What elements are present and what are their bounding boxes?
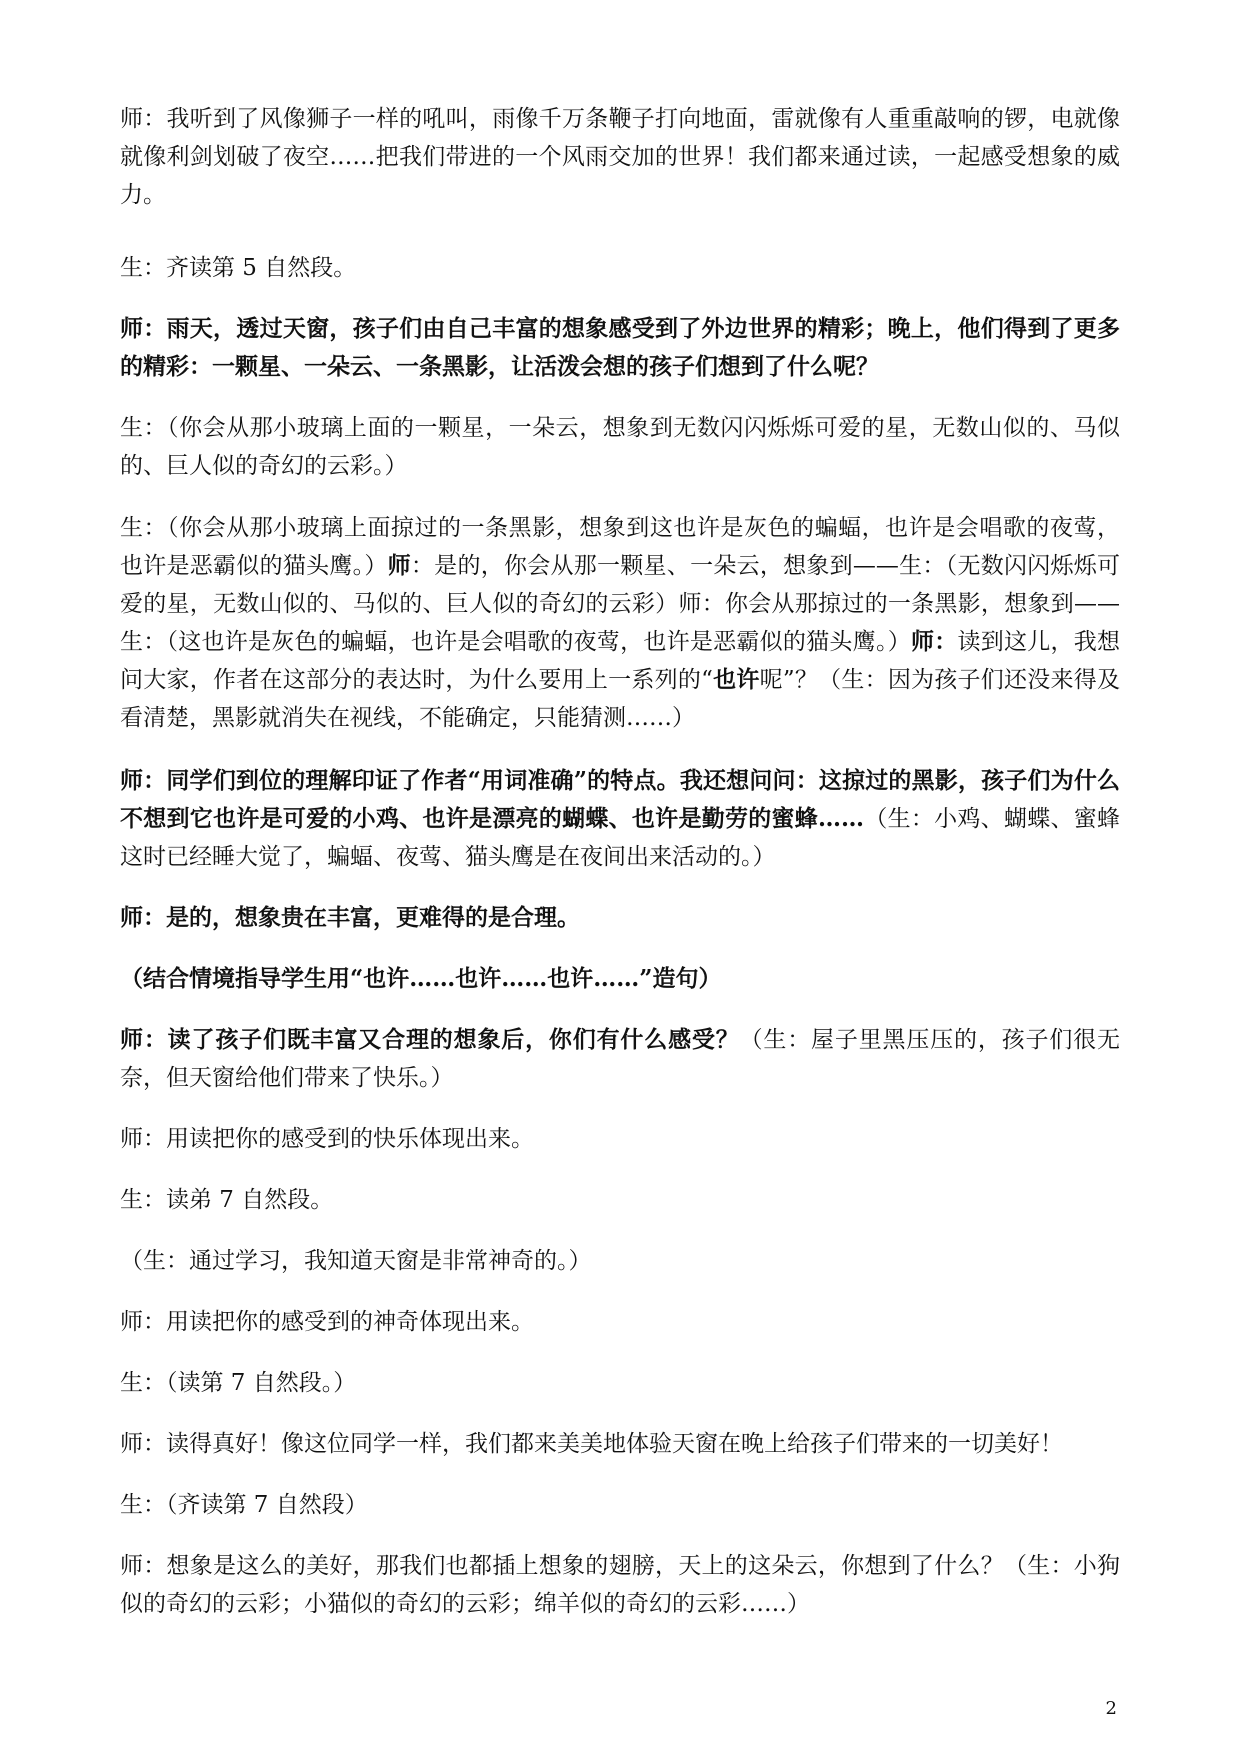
paragraph-6: [120, 762, 1120, 876]
paragraph-9: [120, 1021, 1120, 1097]
text-run: 生：（齐读第 7 自然段）: [120, 1492, 368, 1518]
text-run: 师：用读把你的感受到的快乐体现出来。: [120, 1126, 534, 1152]
text-run: 生：（你会从那小玻璃上面的一颗星，一朵云，想象到无数闪闪烁烁可爱的星，无数山似的、马似的、巨人似的奇幻的云彩。）: [120, 415, 1120, 479]
text-run: 生：（读第 7 自然段。）: [120, 1370, 357, 1396]
paragraph-2: [120, 249, 1120, 287]
text-run: 师：同学们到位的理解印证了作者“用词准确”的特点。我还想问问：这掠过的黑影，孩子们为什么不想到它也许是可爱的小鸡、也许是漂亮的蝴蝶、也许是勤劳的蜜蜂……: [120, 767, 1120, 832]
paragraph-15: [120, 1425, 1120, 1463]
text-run: 师：: [910, 628, 958, 655]
text-run: 呢”？（生：因为孩子们还没来得及看清楚，黑影就消失在视线，不能确定，只能猜测……）: [120, 667, 1121, 731]
text-run: 师：想象是这么的美好，那我们也都插上想象的翅膀，天上的这朵云，你想到了什么？（生：小狗似的奇幻的云彩；小猫似的奇幻的云彩；绵羊似的奇幻的云彩……）: [120, 1553, 1120, 1617]
paragraph-13: [120, 1303, 1120, 1341]
text-run: ：是的，你会从那一颗星、一朵云，想象到——生：（无数闪闪烁烁可爱的星，无数山似的、马似的、巨人似的奇幻的云彩）师：你会从那掠过的一条黑影，想象到——生：（这也许是灰色的蝙蝠，也许是会唱歌的夜莺，也许是恶霸似的猫头鹰。）: [120, 553, 1121, 655]
page-number: 2: [1105, 1698, 1117, 1719]
text-run: （生：屋子里黑压压的，孩子们很无奈，但天窗给他们带来了快乐。）: [120, 1027, 1121, 1091]
text-run: （结合情境指导学生用“也许……也许……也许……”造句）: [120, 965, 722, 992]
text-run: （生：小鸡、蝴蝶、蜜蜂这时已经睡大觉了，蝙蝠、夜莺、猫头鹰是在夜间出来活动的。）: [120, 806, 1121, 870]
paragraph-17: [120, 1547, 1120, 1623]
paragraph-10: [120, 1120, 1120, 1158]
paragraph-4: [120, 409, 1120, 485]
text-run: 师：读得真好！像这位同学一样，我们都来美美地体验天窗在晚上给孩子们带来的一切美好！: [120, 1431, 1063, 1457]
text-run: 师：读了孩子们既丰富又合理的想象后，你们有什么感受？: [120, 1026, 740, 1053]
paragraph-11: [120, 1181, 1120, 1219]
paragraph-7: [120, 899, 1120, 937]
paragraph-8: [120, 960, 1120, 998]
text-run: 师：我听到了风像狮子一样的吼叫，雨像千万条鞭子打向地面，雷就像有人重重敲响的锣，电就像就像利剑划破了夜空……把我们带进的一个风雨交加的世界！我们都来通过读，一起感受想象的威力。: [120, 106, 1120, 208]
text-run: 师：用读把你的感受到的神奇体现出来。: [120, 1309, 534, 1335]
text-run: 师：雨天，透过天窗，孩子们由自己丰富的想象感受到了外边世界的精彩；晚上，他们得到了更多的精彩：一颗星、一朵云、一条黑影，让活泼会想的孩子们想到了什么呢？: [120, 315, 1120, 380]
text-run: 师: [387, 552, 411, 579]
paragraph-1: [120, 100, 1120, 214]
paragraph-16: [120, 1486, 1120, 1524]
paragraph-3: [120, 310, 1120, 386]
text-run: 生：齐读第 5 自然段。: [120, 255, 357, 281]
text-run: 师：是的，想象贵在丰富，更难得的是合理。: [120, 904, 580, 931]
text-run: 生：读弟 7 自然段。: [120, 1187, 334, 1213]
text-run: 读到这儿，我想问大家，作者在这部分的表达时，为什么要用上一系列的“: [120, 629, 1121, 693]
paragraph-5: [120, 509, 1120, 737]
text-run: 生：（你会从那小玻璃上面掠过的一条黑影，想象到这也许是灰色的蝙蝠，也许是会唱歌的夜莺，也许是恶霸似的猫头鹰。）: [120, 515, 1120, 579]
text-run: 也许: [712, 666, 760, 693]
paragraph-12: [120, 1242, 1120, 1280]
paragraph-14: [120, 1364, 1120, 1402]
text-run: （生：通过学习，我知道天窗是非常神奇的。）: [120, 1248, 592, 1274]
